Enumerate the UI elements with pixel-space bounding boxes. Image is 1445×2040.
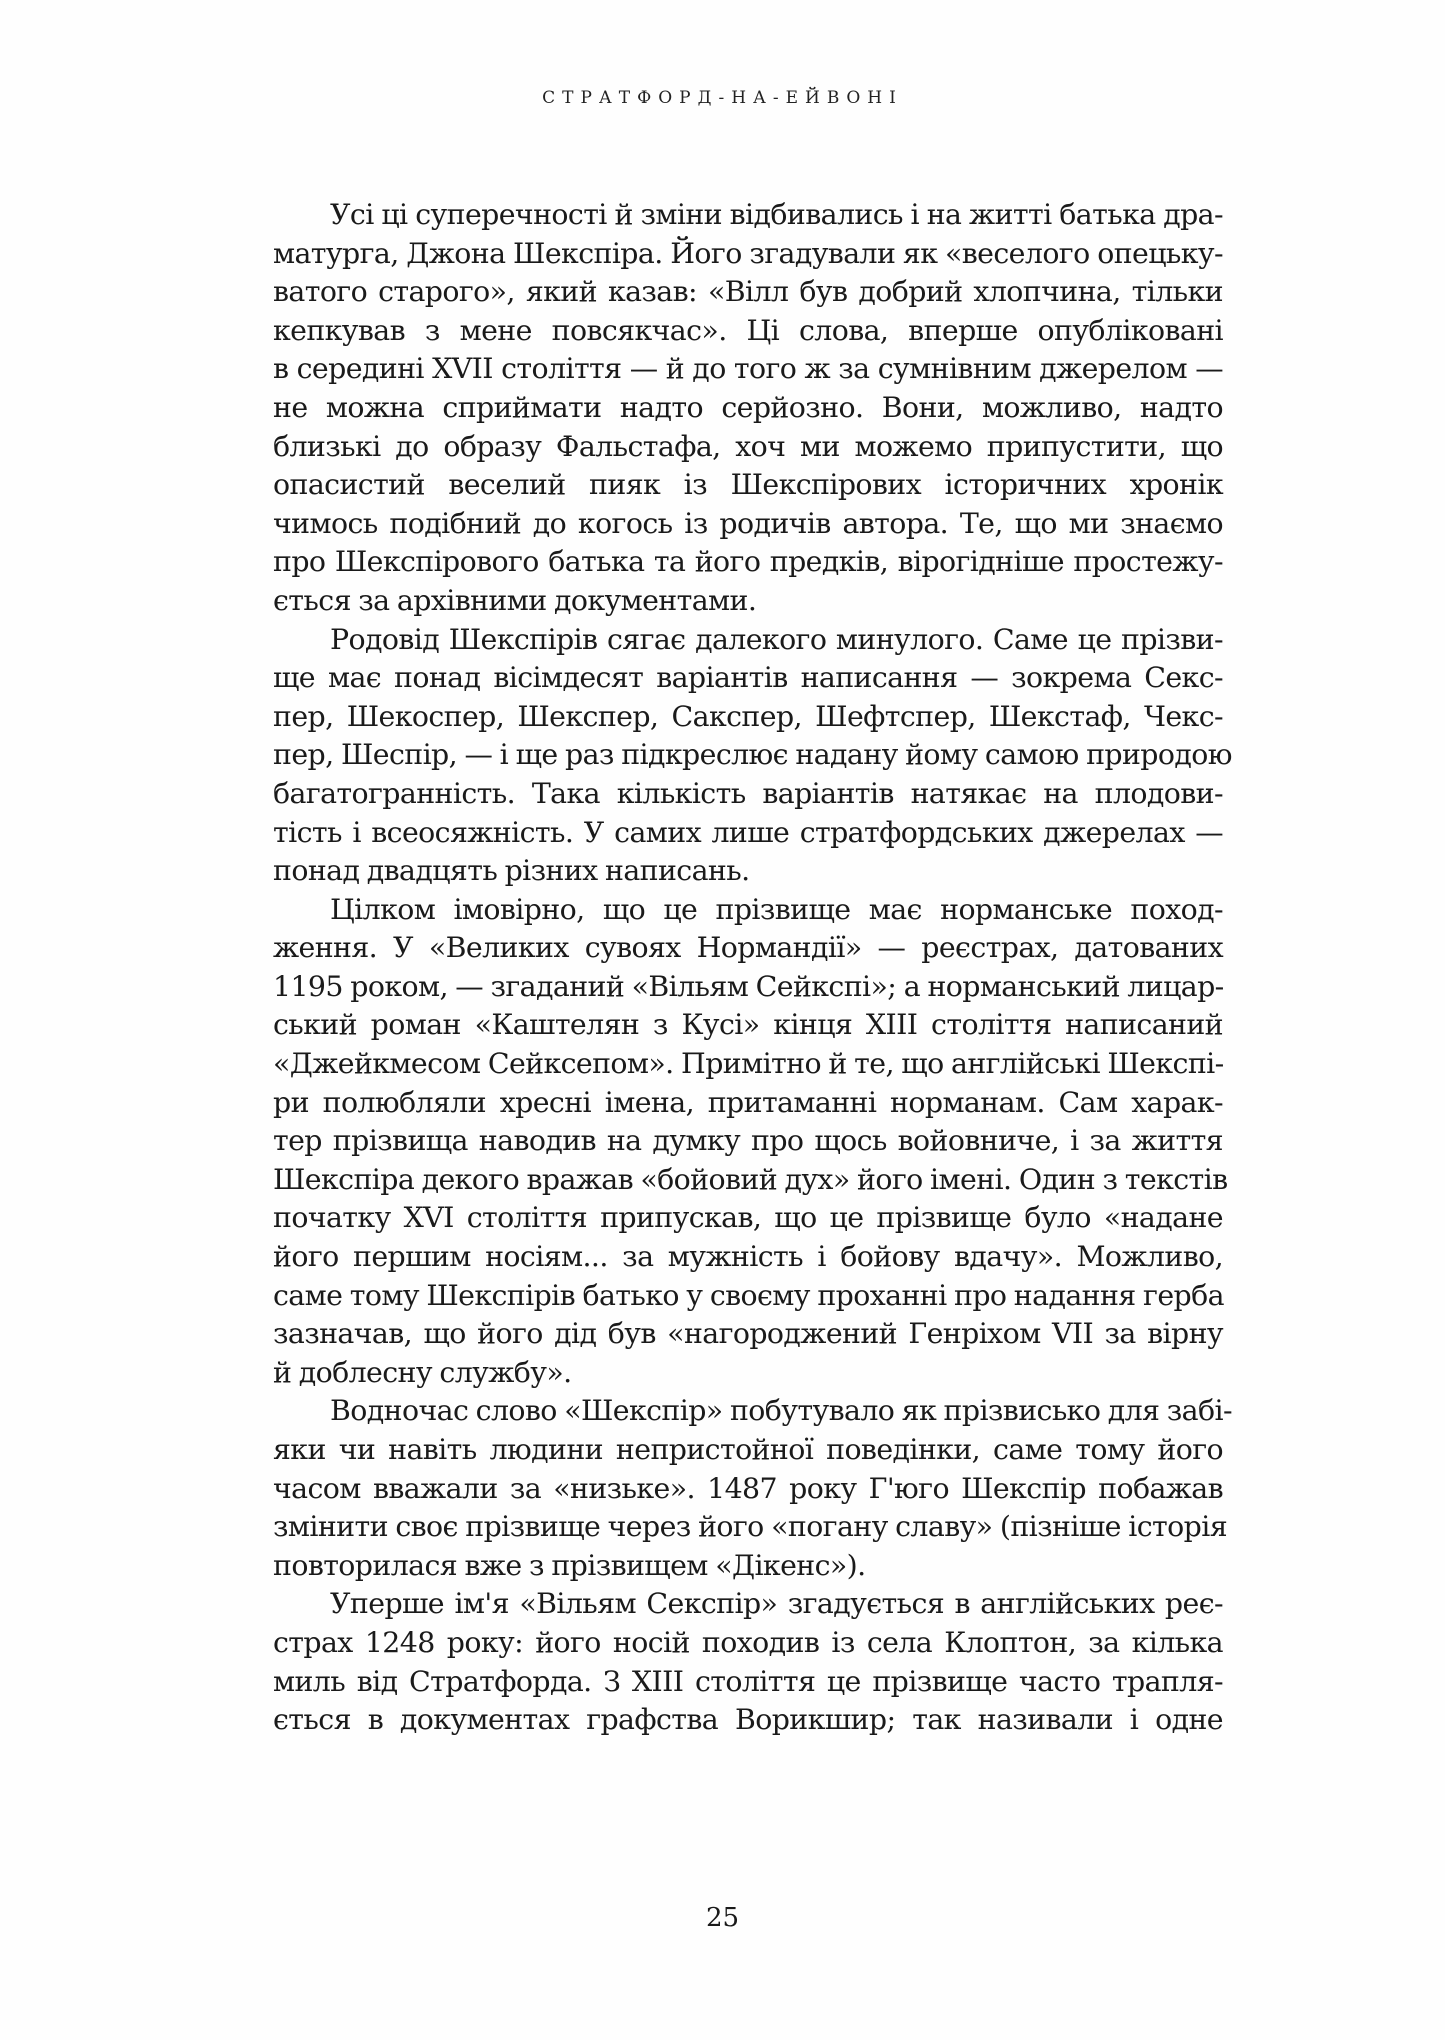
- text-line: пер, Шеспір, — і ще раз підкреслює надану йому самою природою: [273, 738, 1232, 772]
- text-line: тість і всеосяжність. У самих лише стратфордських джерелах —: [273, 815, 1223, 849]
- text-line: ження. У «Великих сувоях Нормандії» — реєстрах, датованих: [273, 931, 1223, 965]
- text-line: ський роман «Каштелян з Кусі» кінця XIII століття написаний: [273, 1008, 1223, 1042]
- text-line: опасистий веселий пияк із Шекспірових історичних хронік: [273, 468, 1223, 502]
- text-line: ватого старого», який казав: «Вілл був добрий хлопчина, тільки: [273, 275, 1223, 309]
- paragraph: [273, 196, 1223, 621]
- text-line: в середині XVII століття — й до того ж за сумнівним джерелом —: [273, 352, 1223, 386]
- text-line: яки чи навіть людини непристойної поведінки, саме тому його: [273, 1433, 1223, 1466]
- text-line: кепкував з мене повсякчас». Ці слова, вперше опубліковані: [273, 313, 1223, 347]
- paragraph: [273, 1392, 1232, 1585]
- text-line: понад двадцять різних написань.: [273, 854, 750, 888]
- running-head: СТРАТФОРД-НА-ЕЙВОНІ: [542, 88, 903, 108]
- text-line: про Шекспірового батька та його предків, вірогідніше простежу-: [273, 545, 1223, 579]
- text-line: близькі до образу Фальстафа, хоч ми можемо припустити, що: [273, 429, 1223, 463]
- text-line: Родовід Шекспірів сягає далекого минулого. Саме це прізви-: [330, 622, 1223, 656]
- text-line: саме тому Шекспірів батько у своєму проханні про надання герба: [273, 1278, 1224, 1312]
- paragraph: [273, 891, 1228, 1393]
- text-line: пер, Шекоспер, Шекспер, Сакспер, Шефтспер, Шекстаф, Чекс-: [273, 699, 1223, 733]
- page-number: 25: [705, 1903, 740, 1933]
- text-line: матурга, Джона Шекспіра. Його згадували як «веселого опецьку-: [273, 236, 1223, 270]
- text-line: Шекспіра декого вражав «бойовий дух» його імені. Один з текстів: [273, 1162, 1228, 1196]
- text-line: ще має понад вісімдесят варіантів написання — зокрема Секс-: [273, 661, 1223, 695]
- text-line: чимось подібний до когось із родичів автора. Те, що ми знаємо: [273, 506, 1223, 540]
- text-line: його першим носіям... за мужність і бойову вдачу». Можливо,: [273, 1240, 1223, 1274]
- text-line: ється за архівними документами.: [273, 583, 757, 617]
- text-line: не можна сприймати надто серйозно. Вони, можливо, надто: [273, 390, 1223, 424]
- text-line: миль від Стратфорда. З XIII століття це прізвище часто трапля-: [273, 1664, 1223, 1698]
- text-line: тер прізвища наводив на думку про щось войовниче, і за життя: [273, 1124, 1223, 1158]
- text-line: Цілком імовірно, що це прізвище має норманське поход-: [330, 892, 1223, 926]
- text-line: часом вважали за «низьке». 1487 року Г'юго Шекспір побажав: [273, 1471, 1223, 1505]
- text-line: повторилася вже з прізвищем «Дікенс»).: [273, 1548, 866, 1582]
- text-line: Уперше ім'я «Вільям Секспір» згадується в англійських реє-: [330, 1587, 1223, 1621]
- text-line: зазначав, що його дід був «нагороджений Генріхом VII за вірну: [273, 1317, 1223, 1351]
- text-line: Водночас слово «Шекспір» побутувало як прізвисько для забі-: [330, 1394, 1232, 1428]
- text-line: ри полюбляли хресні імена, притаманні норманам. Сам харак-: [273, 1085, 1223, 1119]
- text-line: страх 1248 року: його носій походив із села Клоптон, за кілька: [273, 1625, 1223, 1659]
- paragraph: [273, 621, 1232, 891]
- text-line: 1195 роком, — згаданий «Вільям Сейкспі»; а норманський лицар-: [273, 969, 1224, 1003]
- body-text: [273, 196, 1232, 1740]
- text-line: початку XVI століття припускав, що це прізвище було «надане: [273, 1201, 1223, 1235]
- text-line: багатогранність. Така кількість варіантів натякає на плодови-: [273, 776, 1223, 810]
- paragraph: [273, 1585, 1223, 1739]
- text-line: «Джейкмесом Сейксепом». Примітно й те, що англійські Шекспі-: [273, 1047, 1224, 1081]
- text-line: ється в документах графства Ворикшир; так називали і одне: [273, 1703, 1223, 1737]
- text-line: змінити своє прізвище через його «погану славу» (пізніше історія: [273, 1510, 1228, 1544]
- text-line: Усі ці суперечності й зміни відбивались і на житті батька дра-: [330, 198, 1223, 231]
- text-line: й доблесну службу».: [273, 1355, 572, 1389]
